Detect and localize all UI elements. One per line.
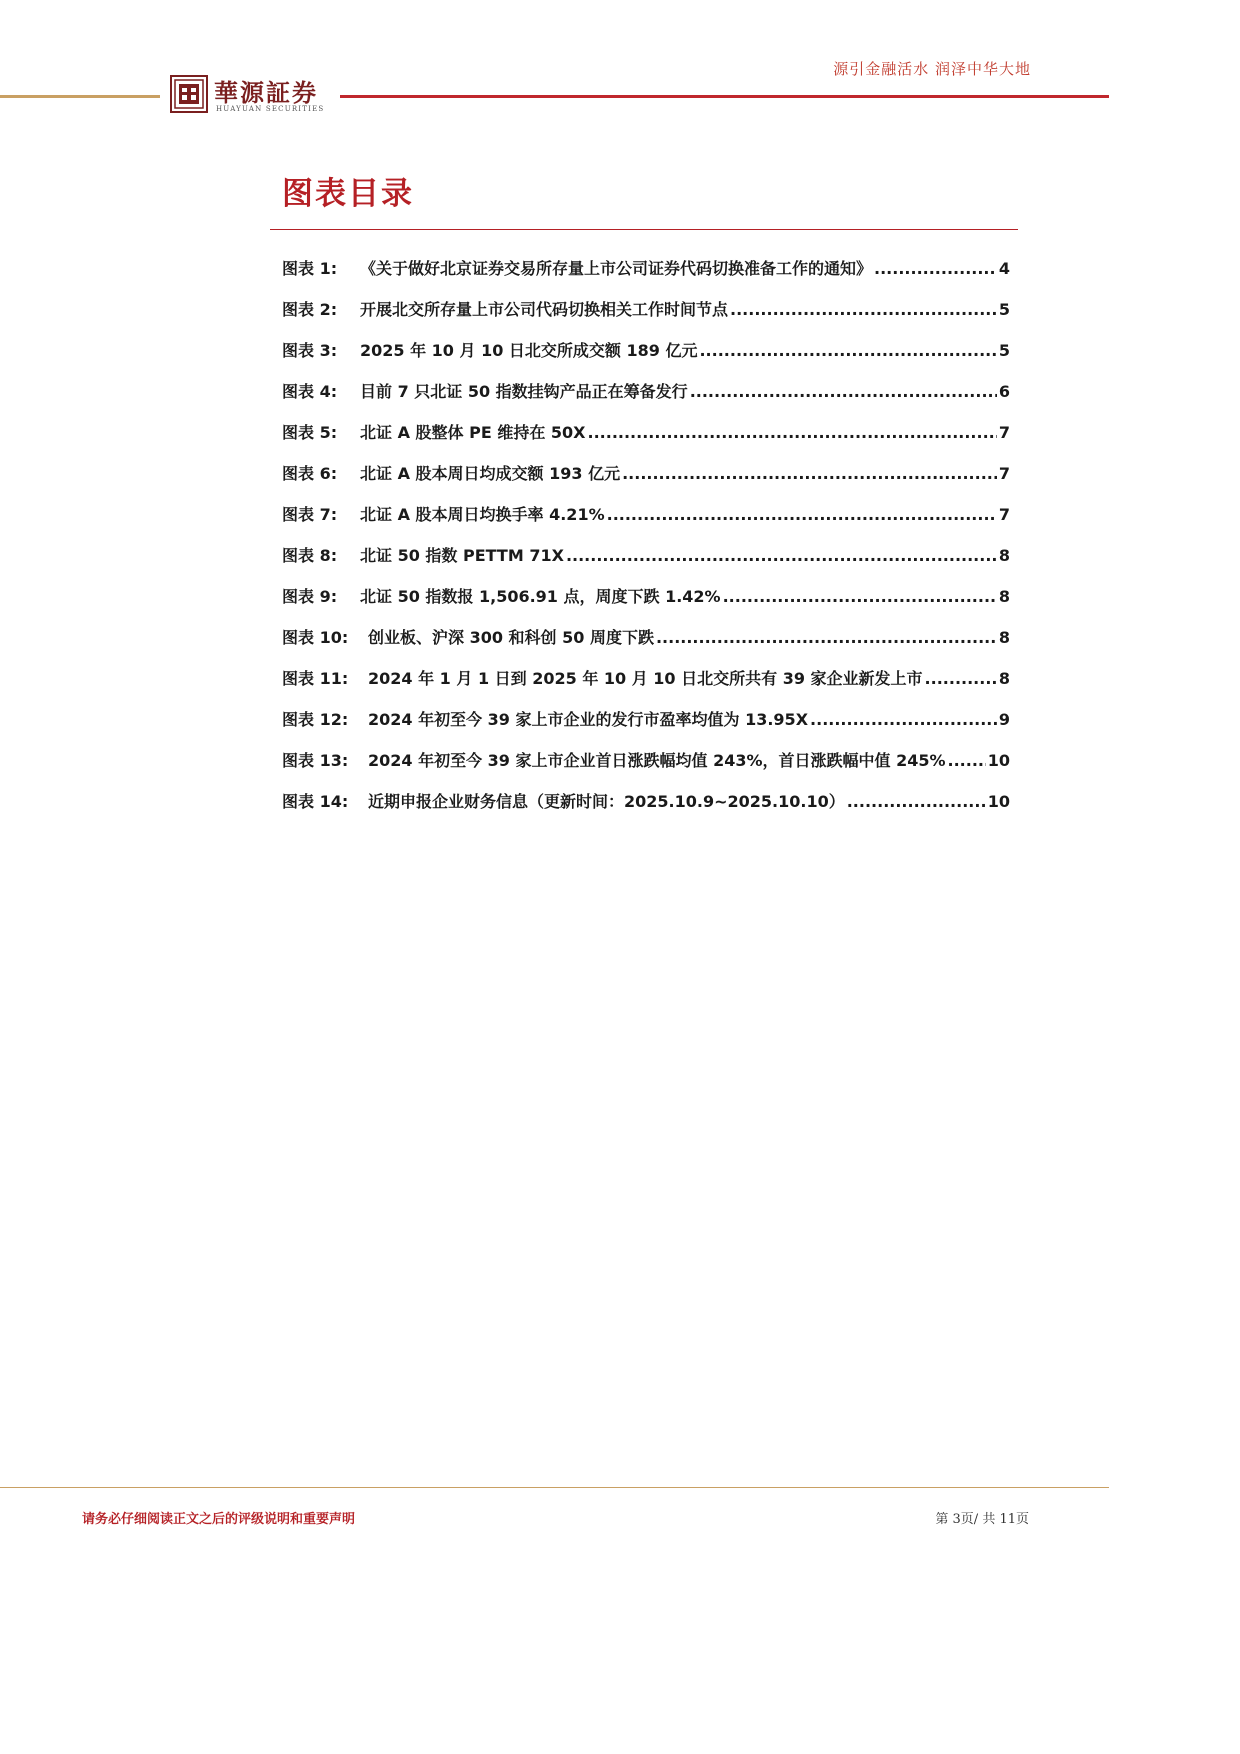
- toc-entry-label: 图表 5:: [282, 423, 338, 442]
- toc-entry-title: 2024 年初至今 39 家上市企业首日涨跌幅均值 243%，首日涨跌幅中值 245%: [368, 751, 946, 770]
- toc-entry-label: 图表 11:: [282, 669, 349, 688]
- toc-entry-page: 8: [998, 628, 1010, 647]
- toc-entry-label: 图表 4:: [282, 382, 338, 401]
- toc-entry[interactable]: [282, 338, 1010, 379]
- toc-entry-title: 北证 50 指数 PETTM 71X: [360, 546, 564, 565]
- toc-entry[interactable]: [282, 584, 1010, 625]
- toc-entry[interactable]: [282, 502, 1010, 543]
- toc-entry-title: 近期申报企业财务信息（更新时间：2025.10.9~2025.10.10）: [368, 792, 845, 811]
- toc-entry-page: 8: [998, 669, 1010, 688]
- header-red-rule: [340, 95, 1109, 98]
- toc-entry-title: 北证 A 股本周日均换手率 4.21%: [360, 505, 605, 524]
- toc-dot-leader: [622, 464, 997, 483]
- seal-icon: [170, 75, 208, 113]
- toc-entry-page: 8: [998, 587, 1010, 606]
- toc-dot-leader: [723, 587, 997, 606]
- toc-entry-page: 10: [987, 751, 1010, 770]
- toc-dot-leader: [730, 300, 997, 319]
- toc-entry[interactable]: [282, 707, 1010, 748]
- toc-entry-page: 7: [998, 423, 1010, 442]
- toc-entry-title: 2024 年初至今 39 家上市企业的发行市盈率均值为 13.95X: [368, 710, 809, 729]
- toc-entry-page: 7: [998, 464, 1010, 483]
- toc-entry-label: 图表 9:: [282, 587, 338, 606]
- header-gold-rule: [0, 95, 160, 98]
- footer-divider: [0, 1487, 1109, 1488]
- logo-text: 華源証券: [214, 78, 318, 107]
- toc-entry-page: 9: [998, 710, 1010, 729]
- page-number: 第 3页/ 共 11页: [935, 1512, 1029, 1527]
- toc-entry-page: 8: [998, 546, 1010, 565]
- toc-dot-leader: [607, 505, 997, 524]
- toc-dot-leader: [656, 628, 997, 647]
- toc-entry-label: 图表 8:: [282, 546, 338, 565]
- logo-subtext: HUAYUAN SECURITIES: [216, 105, 325, 113]
- header-slogan: 源引金融活水 润泽中华大地: [833, 60, 1031, 78]
- toc-entry[interactable]: [282, 256, 1010, 297]
- toc-entry-title: 2025 年 10 月 10 日北交所成交额 189 亿元: [360, 341, 698, 360]
- toc-dot-leader: [699, 341, 996, 360]
- toc-entry-label: 图表 1:: [282, 259, 338, 278]
- toc-entry-label: 图表 13:: [282, 751, 349, 770]
- toc-entry-label: 图表 12:: [282, 710, 349, 729]
- toc-entry[interactable]: [282, 420, 1010, 461]
- toc-entry-label: 图表 2:: [282, 300, 338, 319]
- toc-entry-title: 北证 50 指数报 1,506.91 点，周度下跌 1.42%: [360, 587, 721, 606]
- toc-entry-label: 图表 6:: [282, 464, 338, 483]
- toc-entry-title: 北证 A 股本周日均成交额 193 亿元: [360, 464, 621, 483]
- title-divider: [270, 229, 1018, 230]
- toc-entry-title: 《关于做好北京证券交易所存量上市公司证券代码切换准备工作的通知》: [360, 259, 873, 278]
- toc-entry-page: 7: [998, 505, 1010, 524]
- toc-entry-title: 创业板、沪深 300 和科创 50 周度下跌: [368, 628, 654, 647]
- toc-entry-label: 图表 10:: [282, 628, 349, 647]
- toc-entry-page: 10: [987, 792, 1010, 811]
- company-logo: [168, 72, 340, 118]
- toc-entry-label: 图表 14:: [282, 792, 349, 811]
- toc-entry[interactable]: [282, 461, 1010, 502]
- toc-entry-title: 2024 年 1 月 1 日到 2025 年 10 月 10 日北交所共有 39 家企业新发上市: [368, 669, 923, 688]
- figure-list: [282, 256, 1010, 830]
- toc-entry[interactable]: [282, 666, 1010, 707]
- toc-dot-leader: [690, 382, 997, 401]
- toc-entry[interactable]: [282, 789, 1010, 830]
- toc-dot-leader: [810, 710, 997, 729]
- toc-entry-title: 开展北交所存量上市公司代码切换相关工作时间节点: [360, 300, 729, 319]
- toc-entry[interactable]: [282, 543, 1010, 584]
- toc-dot-leader: [566, 546, 997, 565]
- toc-entry-label: 图表 7:: [282, 505, 338, 524]
- toc-dot-leader: [588, 423, 997, 442]
- footer-notice: 请务必仔细阅读正文之后的评级说明和重要声明: [82, 1512, 356, 1527]
- toc-dot-leader: [925, 669, 997, 688]
- toc-entry-page: 5: [998, 300, 1010, 319]
- toc-entry[interactable]: [282, 379, 1010, 420]
- toc-entry-page: 6: [998, 382, 1010, 401]
- toc-dot-leader: [874, 259, 997, 278]
- toc-dot-leader: [847, 792, 986, 811]
- toc-dot-leader: [948, 751, 986, 770]
- toc-entry-page: 4: [998, 259, 1010, 278]
- toc-entry[interactable]: [282, 297, 1010, 338]
- page-title: 图表目录: [282, 176, 414, 212]
- toc-entry-label: 图表 3:: [282, 341, 338, 360]
- toc-entry-title: 目前 7 只北证 50 指数挂钩产品正在筹备发行: [360, 382, 688, 401]
- toc-entry[interactable]: [282, 748, 1010, 789]
- toc-entry[interactable]: [282, 625, 1010, 666]
- toc-entry-title: 北证 A 股整体 PE 维持在 50X: [360, 423, 586, 442]
- toc-entry-page: 5: [998, 341, 1010, 360]
